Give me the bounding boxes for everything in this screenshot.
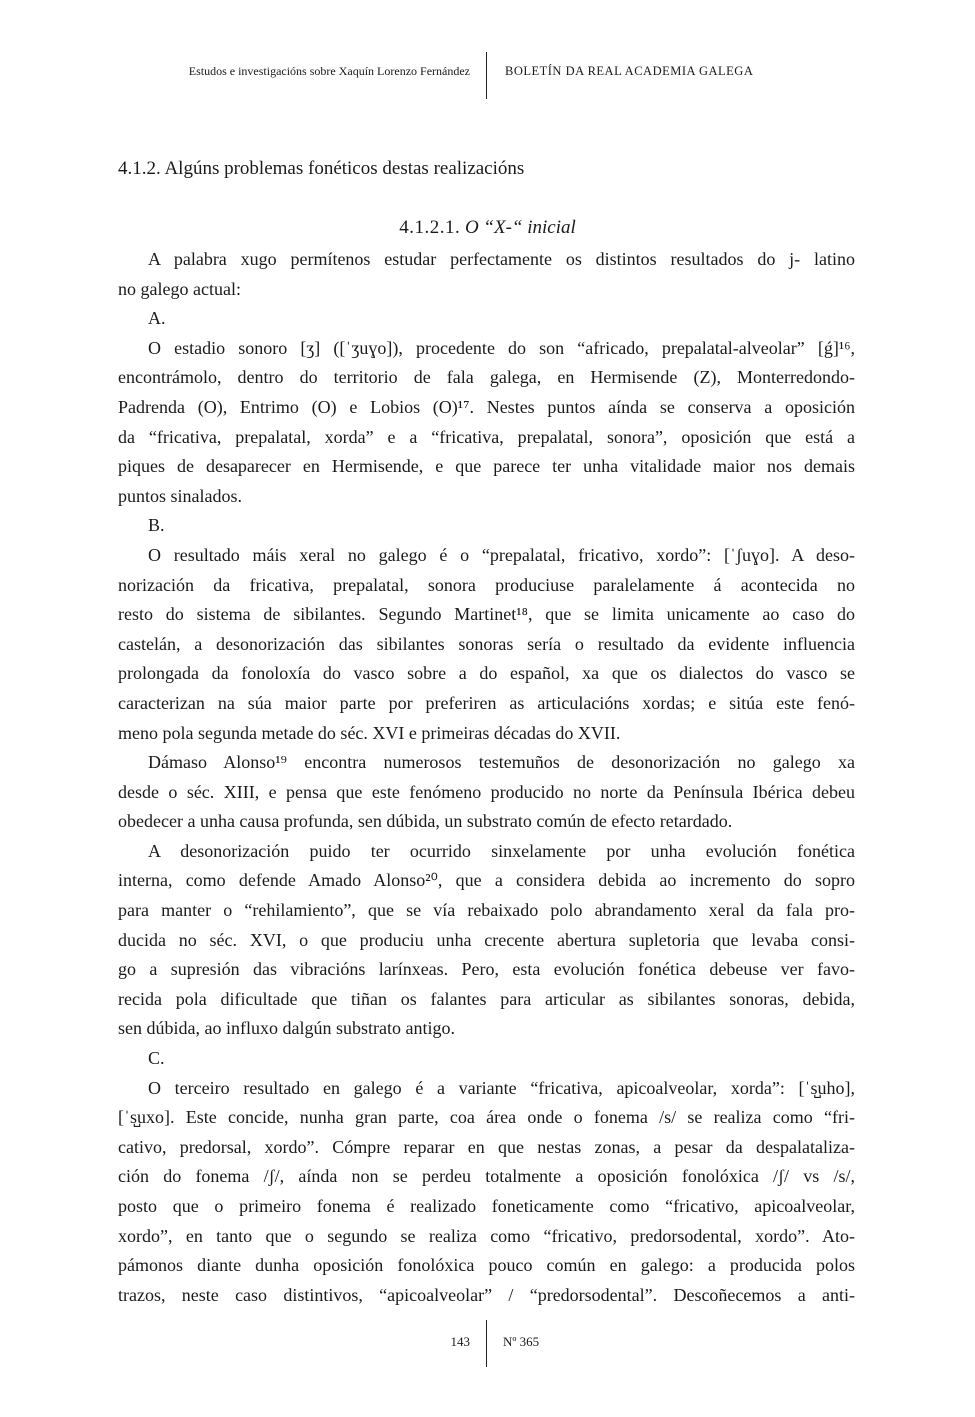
paragraph — [118, 1044, 855, 1074]
text-line: da “fricativa, prepalatal, xorda” e a “fricativa, prepalatal, sonora”, oposición que está a — [118, 426, 855, 447]
paragraph — [118, 304, 855, 334]
text-line: piques de desaparecer en Hermisende, e que parece ter unha vitalidade maior nos demais — [118, 456, 855, 477]
page-number: 143 — [450, 1334, 470, 1349]
text-line: recida pola dificultade que tiñan os falantes para articular as sibilantes sonoras, debida, — [118, 988, 855, 1009]
paragraph — [118, 1074, 855, 1311]
paragraph — [118, 748, 855, 837]
text-line: A. — [148, 308, 166, 329]
running-header-title: Estudos e investigacións sobre Xaquín Lorenzo Fernández — [188, 64, 470, 78]
text-line: norización da fricativa, prepalatal, sonora produciuse paralelamente á acontecida no — [118, 574, 855, 595]
text-line: encontrámolo, dentro do territorio de fala galega, en Hermisende (Z), Monterredondo- — [118, 367, 855, 388]
text-line: trazos, neste caso distintivos, “apicoalveolar” / “predorsodental”. Descoñecemos a anti- — [118, 1284, 855, 1305]
text-line: ducida no séc. XVI, o que produciu unha crecente abertura supletoria que levaba consi- — [118, 929, 855, 950]
text-line: B. — [148, 515, 165, 536]
section-heading: 4.1.2. Algúns problemas fonéticos destas realizacións — [118, 158, 525, 179]
text-line: A desonorización puido ter ocurrido sinxelamente por unha evolución fonética — [148, 840, 855, 861]
text-line: A palabra xugo permítenos estudar perfectamente os distintos resultados do j- latino — [148, 249, 855, 269]
text-line: desde o séc. XIII, e pensa que este fenómeno producido no norte da Península Ibérica debeu — [118, 781, 855, 802]
header-divider — [486, 52, 487, 99]
subsection-number: 4.1.2.1. — [399, 217, 461, 238]
text-line: caracterizan na súa maior parte por preferiren as articulacións xordas; e sitúa este fenó- — [118, 692, 855, 713]
footer-divider — [486, 1320, 487, 1367]
text-line: ción do fonema /ʃ/, aínda non se perdeu totalmente a oposición fonolóxica /ʃ/ vs /s/, — [118, 1166, 855, 1187]
text-line: obedecer a unha causa profunda, sen dúbida, un substrato común de efecto retardado. — [118, 811, 733, 832]
subsection-title: O “X-“ inicial — [464, 217, 576, 238]
text-line: O terceiro resultado en galego é a variante “fricativa, apicoalveolar, xorda”: [ˈs̺uho], — [148, 1077, 855, 1098]
text-line: posto que o primeiro fonema é realizado foneticamente como “fricativo, apicoalveolar, — [118, 1196, 855, 1216]
text-line: Dámaso Alonso¹⁹ encontra numerosos testemuños de desonorización no galego xa — [148, 752, 855, 773]
text-line: Padrenda (O), Entrimo (O) e Lobios (O)¹⁷. Nestes puntos aínda se conserva a oposición — [118, 396, 855, 417]
text-line: prolongada da fonoloxía do vasco sobre a do español, xa que os dialectos do vasco se — [118, 663, 855, 684]
text-line: C. — [148, 1048, 165, 1069]
text-line: O resultado máis xeral no galego é o “prepalatal, fricativo, xordo”: [ˈʃuɣo]. A deso- — [148, 544, 855, 565]
issue-number: Nº 365 — [503, 1334, 540, 1349]
text-line: castelán, a desonorización das sibilantes sonoras sería o resultado da evidente influencia — [118, 633, 855, 654]
paragraph — [118, 541, 855, 748]
paragraph — [118, 334, 855, 512]
text-line: para manter o “rehilamiento”, que se vía rebaixado polo abrandamento xeral da fala pro- — [118, 900, 855, 921]
text-line: puntos sinalados. — [118, 485, 242, 506]
body-text — [118, 245, 855, 1310]
text-line: xordo”, en tanto que o segundo se realiza como “fricativo, predorsodental, xordo”. Ato- — [118, 1225, 855, 1246]
text-line: [ˈs̺uxo]. Este concide, nunha gran parte, coa área onde o fonema /s/ se realiza como “fri- — [118, 1107, 855, 1128]
text-line: sen dúbida, ao influxo dalgún substrato antigo. — [118, 1018, 455, 1039]
paragraph — [118, 245, 855, 304]
subsection-heading — [0, 217, 975, 239]
paragraph — [118, 511, 855, 541]
text-line: meno pola segunda metade do séc. XVI e primeiras décadas do XVII. — [118, 722, 621, 743]
text-line: cativo, predorsal, xordo”. Cómpre reparar en que nestas zonas, a pesar da despalataliza- — [118, 1136, 855, 1157]
text-line: resto do sistema de sibilantes. Segundo Martinet¹⁸, que se limita unicamente ao caso do — [118, 604, 855, 625]
paragraph — [118, 837, 855, 1044]
text-line: O estadio sonoro [ʒ] ([ˈʒuɣo]), procedente do son “africado, prepalatal-alveolar” [ǵ]¹⁶, — [148, 337, 855, 358]
text-line: interna, como defende Amado Alonso²⁰, que a considera debida ao incremento do sopro — [118, 870, 855, 891]
text-line: go a supresión das vibracións larínxeas. Pero, esta evolución fonética debeuse ver favo- — [118, 959, 855, 980]
text-line: no galego actual: — [118, 278, 241, 299]
text-line: pámonos diante dunha oposición fonolóxica pouco común en galego: a producida polos — [118, 1255, 855, 1276]
running-header-journal: BOLETÍN DA REAL ACADEMIA GALEGA — [505, 64, 754, 78]
